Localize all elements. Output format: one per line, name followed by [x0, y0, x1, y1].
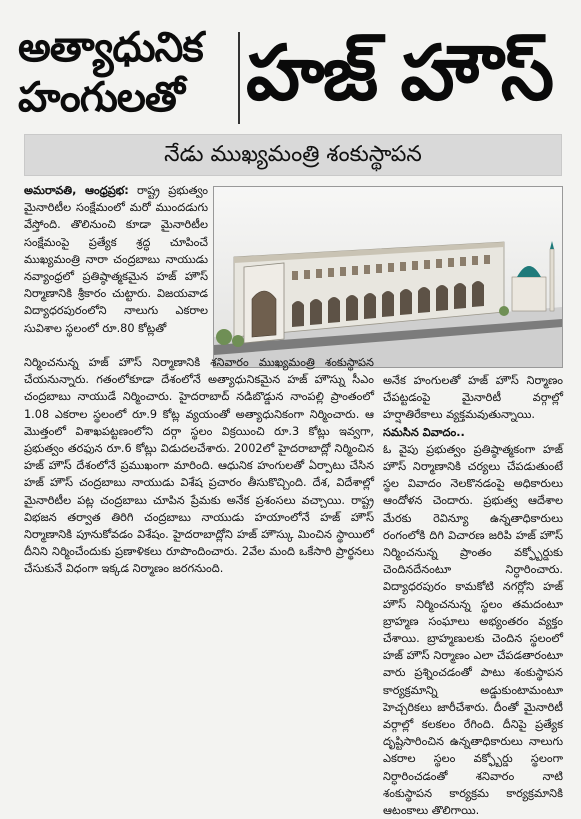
article-dateline: అమరావతి, ఆంధ్రప్రభ: [24, 184, 129, 197]
article-right-intro: అనేక హంగులతో హజ్ హౌస్ నిర్మాణం చేపట్టడంపై మైనారిటీ వర్గాల్లో హర్షాతిరేకాలు వ్యక్తమవుతున్నాయి. [383, 374, 563, 422]
building-rendering-image [213, 186, 563, 368]
article-wide-text: నిర్మించనున్న హజ్ హౌస్ నిర్మాణానికి శనివారం ముఖ్యమంత్రి శంకుస్థాపన చేయనున్నారు. గతంలోకూడా దేశంలోనే అత్యాధునికమైన హజ్ హౌస్ను సీఎం చంద్రబాబు నాయుడే నిర్మించారు. హైదరాబాద్ నడిబొడ్డున నాంపల్లి ప్రాంతంలో 1.08 ఎకరాల స్థలంలో రూ.9 కోట్ల వ్యయంతో అత్యాధునికంగా నిర్మించారు. ఆ మొత్తంలో విశాఖపట్టణంలోని దర్గా స్థలం విక్రయించి రూ.3 కోట్లు ఇవ్వగా, ప్రభుత్వం తరఫున రూ.6 కోట్లు విడుదలచేశారు. 2002లో హైదరాబాద్లో నిర్మించిన హజ్ హౌస్ దేశంలోనే ప్రముఖంగా మారింది. ఆధునిక హంగులతో ఏర్పాటు చేసిన హజ్ హౌస్ చంద్రబాబు నాయుడు విశేష ప్రచారం తీసుకొచ్చింది. దేశ, విదేశాల్లో మైనారిటీల పట్ల చంద్రబాబు చూపిన ప్రేమకు అనేక ప్రశంసలు వచ్చాయి. రాష్ట్ర విభజన తర్వాత తిరిగి చంద్రబాబు నాయుడు హయాంలోనే హజ్ హౌస్ నిర్మాణానికి పూనుకోవడం విశేషం. హైదరాబాద్లోని హజ్ హౌస్కు మించిన స్థాయిలో దీనిని నిర్మించేందుకు ప్రణాళికలు రూపొందించారు. 2వేల మంది ఒకేసారి ప్రార్థనలు చేసుకునే విధంగా ఇక్కడ నిర్మాణం జరగనుంది. [24, 356, 374, 576]
headline-kicker-line1: అత్యాధునిక [18, 23, 203, 71]
article-right-body: ఓ వైపు ప్రభుత్వం ప్రతిష్ఠాత్మకంగా హజ్ హౌస్ నిర్మాణానికి చర్యలు చేపడుతుంటే స్థల వివాదం నెలకొనడంపై అధికారులు ఆందోళన చెందారు. ప్రభుత్వ ఆదేశాల మేరకు రెవిన్యూ ఉన్నతాధికారులు రంగంలోకి దిగి విచారణ జరిపి హజ్ హౌస్ నిర్మించనున్న ప్రాంతం వక్ఫ్బోర్డుకు చెందినదేనంటూ నిర్ధారించారు. విద్యాధరపురం కామకోటి నగర్లోని హజ్ హౌస్ నిర్మించనున్న స్థలం తమదంటూ బ్రాహ్మణ సంఘాలు అభ్యంతరం వ్యక్తం చేశాయి. బ్రాహ్మణులకు చెందిన స్థలంలో హజ్ హౌస్ నిర్మాణం ఎలా చేపడతారంటూ వారు ప్రశ్నించడంతో పాటు శంకుస్థాపన కార్యక్రమాన్ని అడ్డుకుంటామంటూ హెచ్చరికలు జారీచేశారు. దీంతో మైనారిటీ వర్గాల్లో కలకలం రేగింది. దీనిపై ప్రత్యేక దృష్టిసారించిన ఉన్నతాధికారులు నాలుగు ఎకరాల స్థలం వక్ఫ్బోర్డు స్థలంగా నిర్ధారించడంతో శనివారం నాటి శంకుస్థాపన కార్యక్రమ కార్యక్రమానికి ఆటంకాలు తొలిగాయి. [383, 442, 563, 818]
subheadline: నేడు ముఖ్యమంత్రి శంకుస్థాపన [24, 134, 562, 176]
headline-kicker [18, 22, 232, 132]
headline-kicker-line2: హంగులతో [18, 73, 184, 121]
article-left-text: రాష్ట్ర ప్రభుత్వం మైనారిటీల సంక్షేమంలో మరో ముందడుగు వేస్తోంది. తొలినుంచి కూడా మైనారిటీల సంక్షేమంపై ప్రత్యేక శ్రద్ధ చూపించే ముఖ్యమంత్రి నారా చంద్రబాబు నాయుడు నవ్యాంధ్రలో ప్రతిష్ఠాత్మకమైన హజ్ హౌస్ నిర్మాణానికి శ్రీకారం చుట్టారు. విజయవాడ విద్యాధరపురంలోని నాలుగు ఎకరాల సువిశాల స్థలంలో రూ.80 కోట్లతో [24, 184, 208, 335]
headline-divider [238, 32, 240, 124]
headline-main: హజ్ హౌస్ [246, 28, 553, 117]
article-right-subhead: సమసిన వివాదం.. [383, 425, 465, 439]
article-left-column [24, 182, 208, 337]
article-wide-block [24, 354, 374, 578]
